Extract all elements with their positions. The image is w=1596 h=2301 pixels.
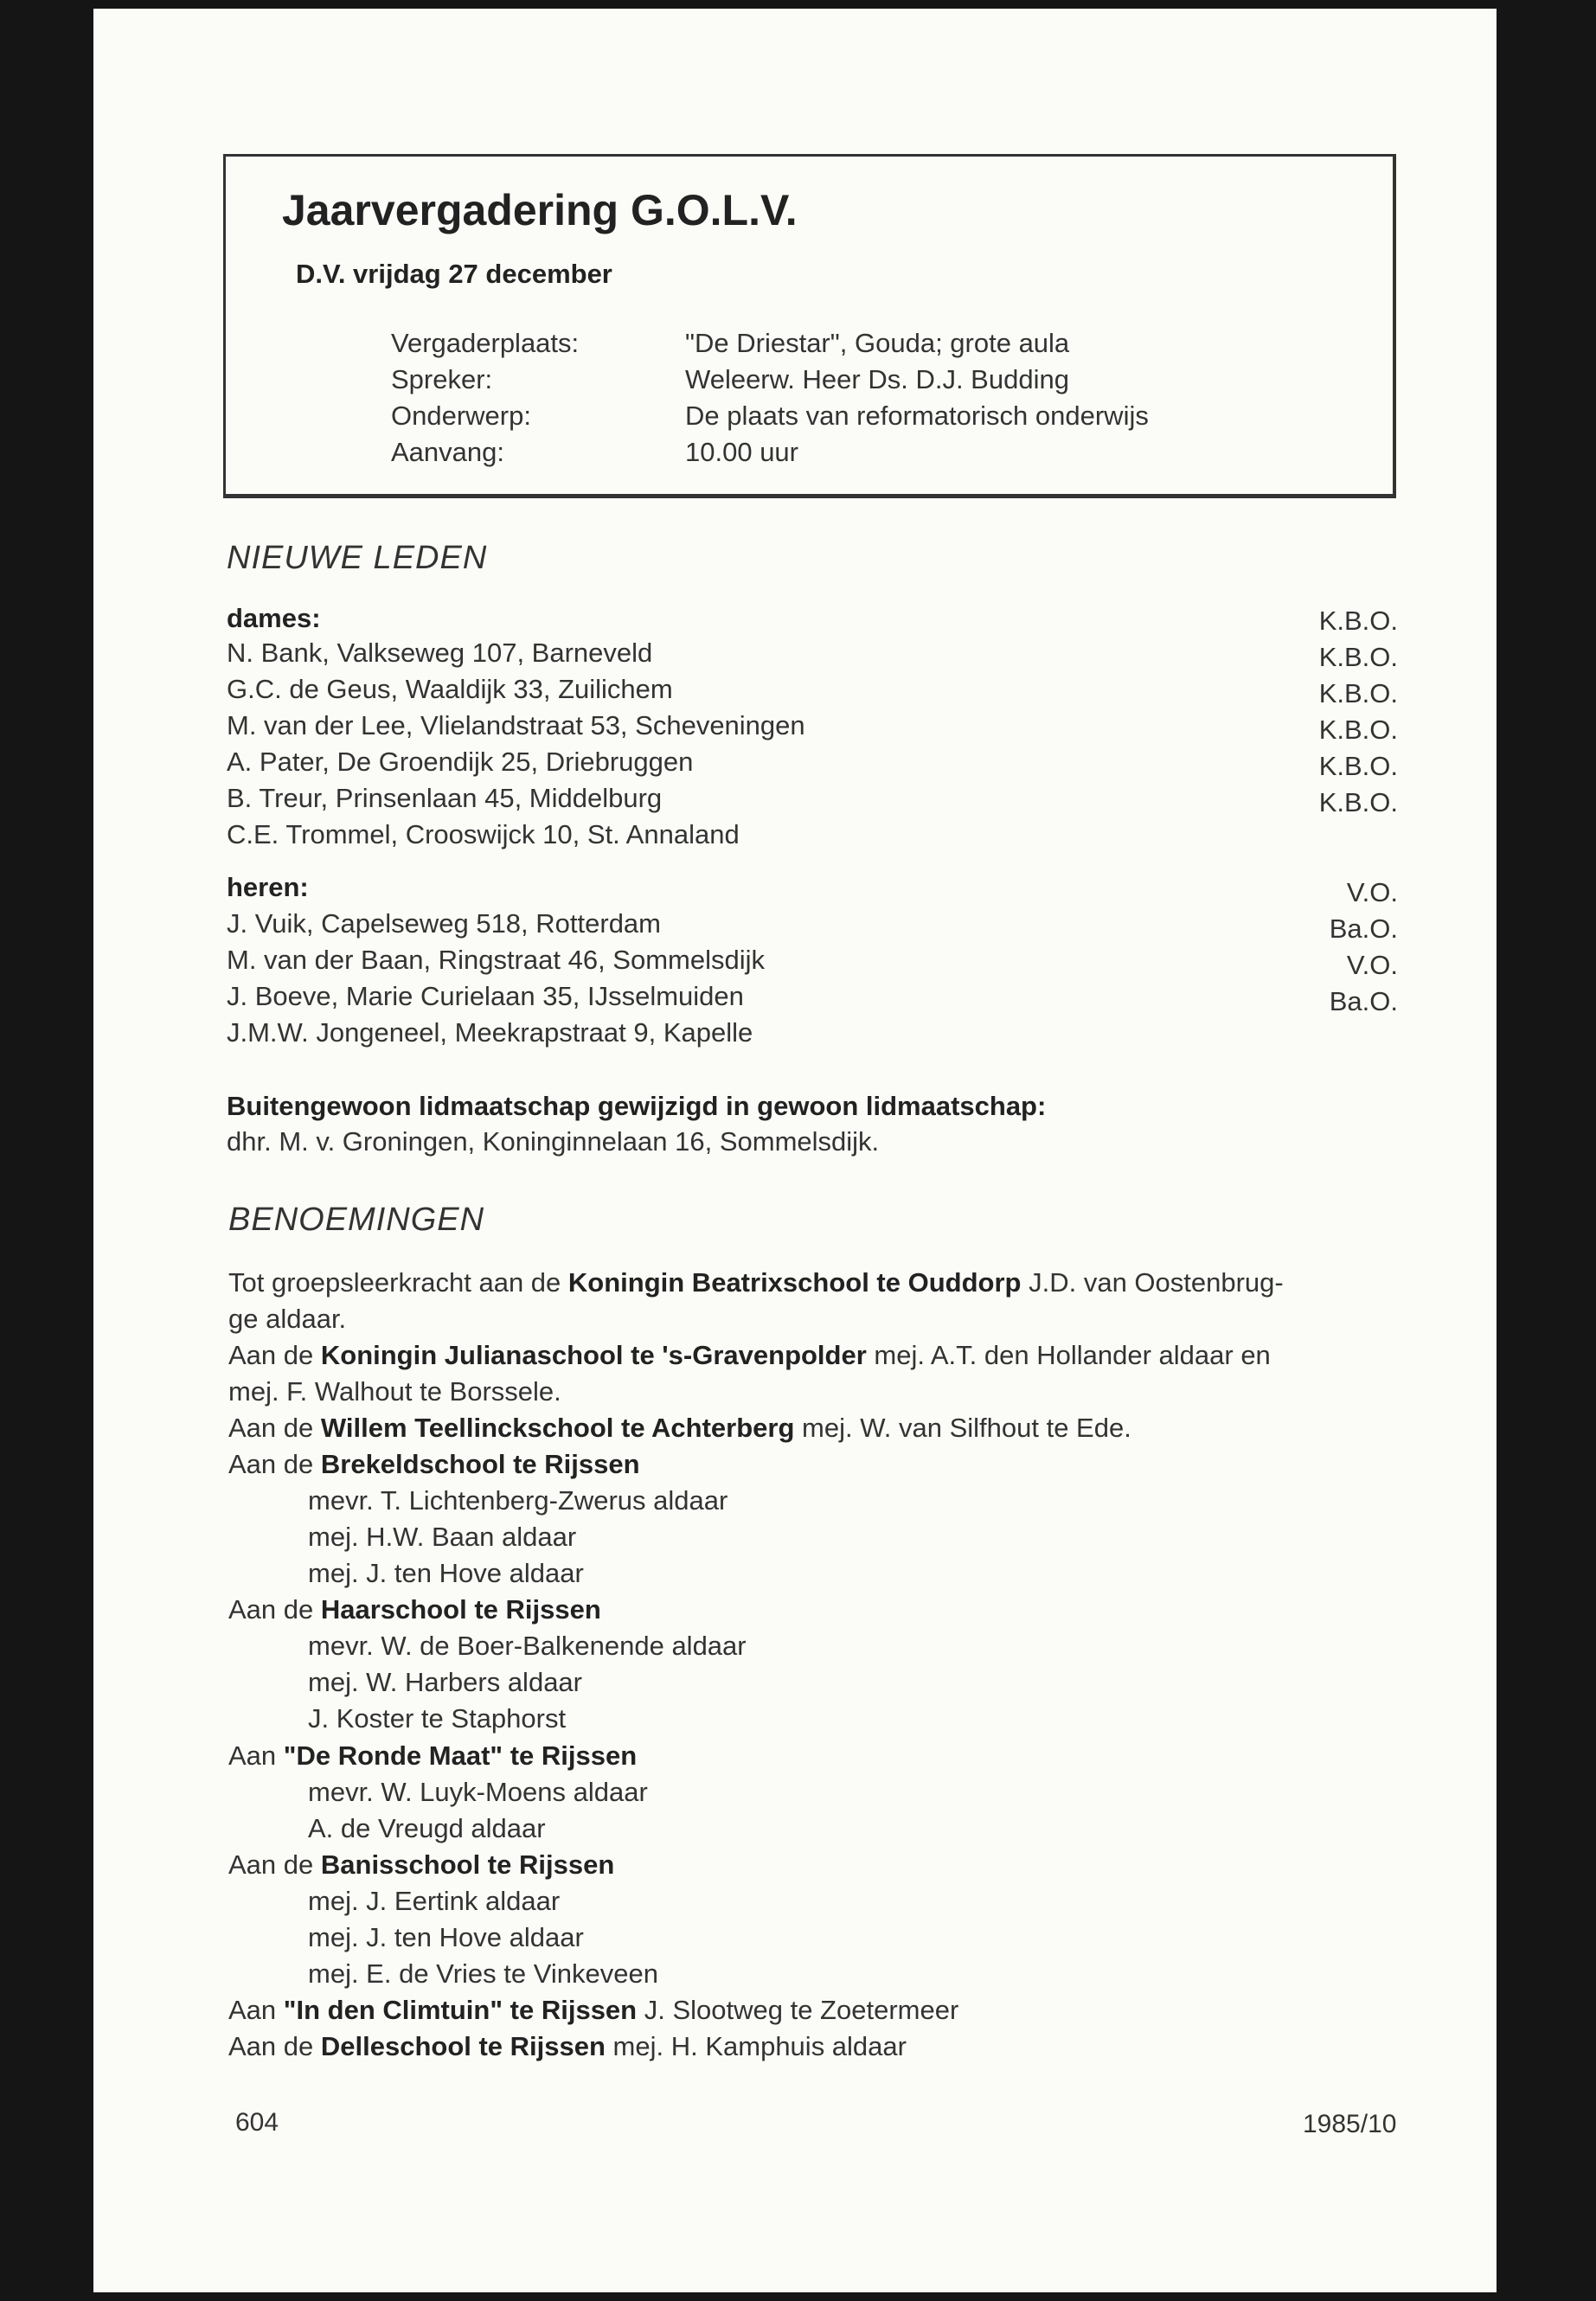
meeting-title: Jaarvergadering G.O.L.V.	[282, 186, 798, 234]
school-name: Brekeldschool te Rijssen	[320, 1449, 640, 1479]
appointment-text: Aan	[228, 1740, 284, 1771]
member-line: J. Boeve, Marie Curielaan 35, IJsselmuiden	[227, 981, 744, 1011]
appointee: A. de Vreugd aldaar	[308, 1813, 546, 1843]
school-name: Banisschool te Rijssen	[320, 1849, 615, 1880]
appointment-paragraph	[228, 1995, 958, 2026]
member-line: N. Bank, Valkseweg 107, Barneveld	[227, 638, 653, 668]
detail-label: Onderwerp:	[391, 401, 531, 431]
appointment-paragraph	[228, 1413, 1131, 1444]
heren-label: heren:	[227, 872, 309, 902]
dames-label: dames:	[227, 603, 321, 633]
school-name: Haarschool te Rijssen	[320, 1594, 601, 1625]
school-code: K.B.O.	[1318, 642, 1398, 672]
appointment-text: Aan	[228, 1995, 284, 2025]
appointee: mevr. W. de Boer-Balkenende aldaar	[308, 1631, 747, 1661]
school-code: V.O.	[1346, 877, 1398, 907]
appointment-text: J.D. van Oostenbrug-	[1021, 1267, 1284, 1298]
appointment-text: ge aldaar.	[228, 1304, 347, 1334]
appointment-paragraph	[228, 2031, 907, 2062]
member-line: J.M.W. Jongeneel, Meekrapstraat 9, Kapelle	[227, 1017, 753, 1048]
school-name: "De Ronde Maat" te Rijssen	[283, 1740, 638, 1771]
member-line: M. van der Lee, Vlielandstraat 53, Scheveningen	[227, 710, 805, 740]
appointment-text: Aan de	[228, 2031, 321, 2061]
appointment-text: mej. F. Walhout te Borssele.	[228, 1376, 561, 1407]
detail-value: De plaats van reformatorisch onderwijs	[685, 401, 1149, 431]
appointment-paragraph	[228, 1740, 637, 1772]
appointee: mej. J. ten Hove aldaar	[308, 1922, 584, 1952]
appointment-text: Aan de	[228, 1449, 321, 1479]
detail-label: Vergaderplaats:	[391, 328, 580, 358]
school-code: K.B.O.	[1318, 787, 1398, 817]
appointment-paragraph	[228, 1449, 640, 1480]
appointment-text: Tot groepsleerkracht aan de	[228, 1267, 568, 1298]
member-line: C.E. Trommel, Crooswijck 10, St. Annaland	[227, 819, 740, 849]
appointment-text: mej. H. Kamphuis aldaar	[605, 2031, 907, 2061]
appointee: mej. J. ten Hove aldaar	[308, 1558, 584, 1588]
appointment-text: J. Slootweg te Zoetermeer	[637, 1995, 959, 2025]
school-code: K.B.O.	[1318, 751, 1398, 781]
school-name: Koningin Julianaschool te 's-Gravenpolder	[320, 1340, 867, 1370]
school-code: K.B.O.	[1318, 678, 1398, 708]
detail-label: Aanvang:	[391, 437, 504, 467]
member-line: G.C. de Geus, Waaldijk 33, Zuilichem	[227, 674, 673, 704]
detail-value: "De Driestar", Gouda; grote aula	[685, 328, 1070, 358]
section-heading-benoemingen: BENOEMINGEN	[228, 1202, 485, 1238]
detail-label: Spreker:	[391, 364, 493, 394]
appointment-text: Aan de	[228, 1413, 321, 1443]
school-name: Delleschool te Rijssen	[320, 2031, 606, 2061]
appointment-text: Aan de	[228, 1594, 321, 1625]
appointee: mej. H.W. Baan aldaar	[308, 1522, 577, 1552]
detail-value: Weleerw. Heer Ds. D.J. Budding	[685, 364, 1069, 394]
school-name: Koningin Beatrixschool te Ouddorp	[567, 1267, 1022, 1298]
school-code: Ba.O.	[1329, 986, 1398, 1016]
appointee: mej. W. Harbers aldaar	[308, 1667, 582, 1697]
member-line: M. van der Baan, Ringstraat 46, Sommelsdijk	[227, 945, 765, 975]
school-code: K.B.O.	[1318, 715, 1398, 745]
appointment-text: mej. A.T. den Hollander aldaar en	[866, 1340, 1271, 1370]
appointee: J. Koster te Staphorst	[308, 1703, 567, 1734]
school-name: "In den Climtuin" te Rijssen	[283, 1995, 638, 2025]
page-number: 604	[235, 2108, 279, 2137]
appointment-text: Aan de	[228, 1849, 321, 1880]
meeting-date: D.V. vrijdag 27 december	[296, 259, 612, 289]
appointment-paragraph	[228, 1267, 1284, 1298]
detail-value: 10.00 uur	[685, 437, 798, 467]
appointment-text: mej. W. van Silfhout te Ede.	[794, 1413, 1131, 1443]
member-line: B. Treur, Prinsenlaan 45, Middelburg	[227, 783, 663, 813]
membership-change-heading: Buitengewoon lidmaatschap gewijzigd in gewoon lidmaatschap:	[227, 1091, 1047, 1121]
appointment-text: Aan de	[228, 1340, 321, 1370]
appointee: mevr. T. Lichtenberg-Zwerus aldaar	[308, 1485, 728, 1516]
school-code: V.O.	[1346, 950, 1398, 980]
section-heading-nieuwe-leden: NIEUWE LEDEN	[227, 540, 488, 576]
appointee: mevr. W. Luyk-Moens aldaar	[308, 1777, 648, 1807]
appointee: mej. E. de Vries te Vinkeveen	[308, 1958, 658, 1989]
issue-number: 1985/10	[1303, 2110, 1397, 2138]
school-code: K.B.O.	[1318, 606, 1398, 636]
appointee: mej. J. Eertink aldaar	[308, 1886, 561, 1916]
membership-change-text: dhr. M. v. Groningen, Koninginnelaan 16, Sommelsdijk.	[227, 1126, 880, 1157]
member-line: J. Vuik, Capelseweg 518, Rotterdam	[227, 908, 661, 939]
appointment-paragraph	[228, 1594, 601, 1625]
appointment-paragraph	[228, 1849, 614, 1881]
school-code: Ba.O.	[1329, 913, 1398, 944]
member-line: A. Pater, De Groendijk 25, Driebruggen	[227, 747, 694, 777]
school-name: Willem Teellinckschool te Achterberg	[320, 1413, 795, 1443]
appointment-paragraph	[228, 1340, 1271, 1371]
